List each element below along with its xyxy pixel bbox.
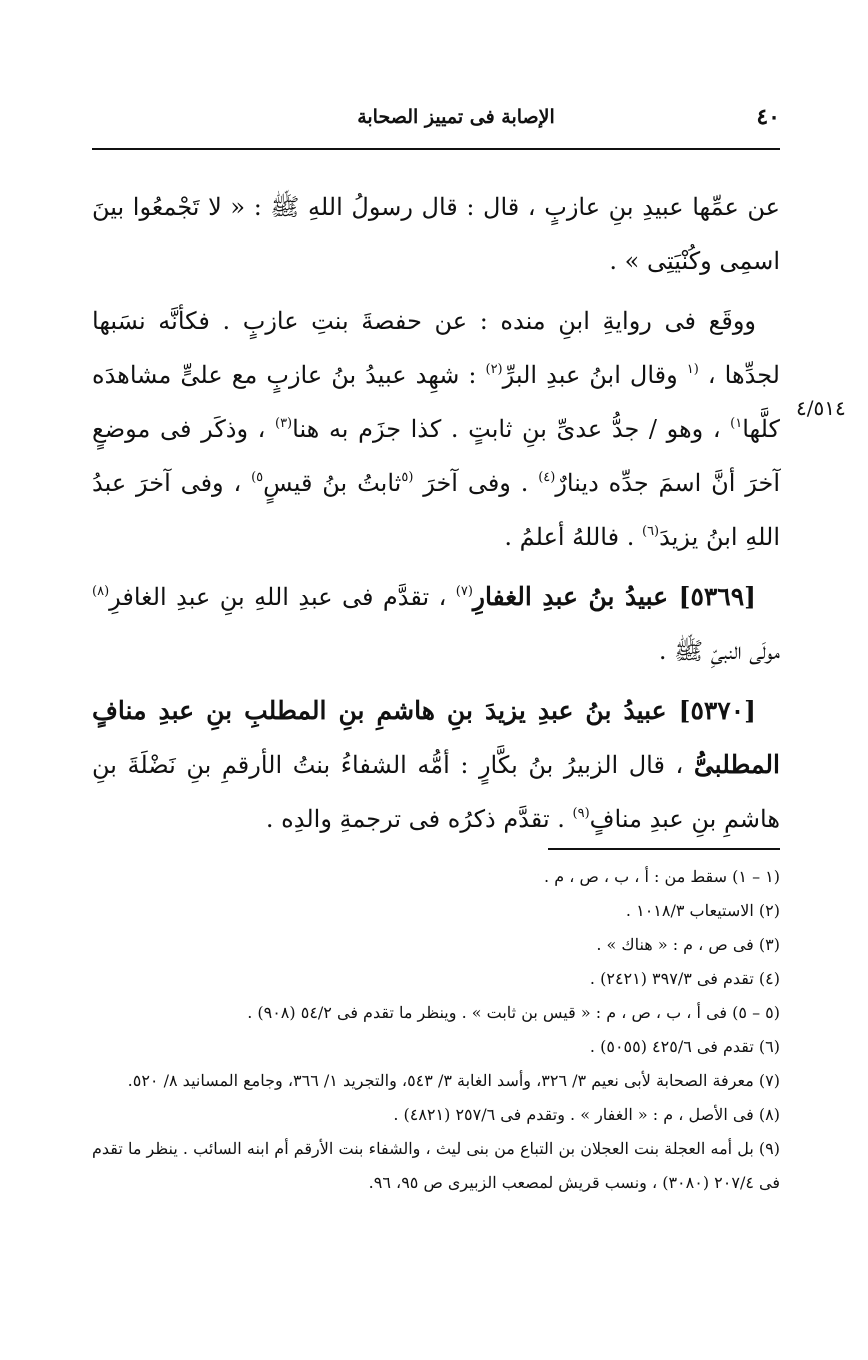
page-number: ٤٠ <box>756 104 780 130</box>
footnote-8: (٨) فى الأصل ، م : « الغفار » . وتقدم فى ٢٥٧/٦ (٤٨٢١) . <box>393 1105 780 1124</box>
footnote-ref: (٦) <box>641 524 660 539</box>
footnote-4: (٤) تقدم فى ٣٩٧/٣ (٢٤٢١) . <box>589 969 780 988</box>
entry-5369 <box>92 570 780 678</box>
entry-5370 <box>92 684 780 846</box>
footnote-3: (٣) فى ص ، م : « هناك » . <box>596 935 780 954</box>
entry-heading: [٥٣٦٩] عبيدُ بنُ عبدِ الغفارِ <box>472 582 756 611</box>
footnote-ref: (١ <box>686 362 699 377</box>
footnote-ref: (٧) <box>455 584 473 599</box>
p2-text-7: ثابتُ بنُ قيسٍ <box>263 469 402 497</box>
book-title: الإصابة فى تمييز الصحابة <box>357 106 555 128</box>
footnote-6: (٦) تقدم فى ٤٢٥/٦ (٥٠٥٥) . <box>589 1037 780 1056</box>
p4-text-1: ، قال الزبيرُ بنُ بكَّارٍ : أمُّه الشفاءُ بنتُ الأرقمِ بنِ نَضْلَةَ بنِ هاشمِ بنِ عبدِ منافٍ <box>92 751 780 833</box>
footnote-rule <box>548 848 780 850</box>
p2-text-9: . فاللهُ أعلمُ . <box>504 523 642 551</box>
footnote-ref: ٥) <box>251 470 264 485</box>
p3-text-2: مولَى النبىِّ ﷺ . <box>658 637 780 665</box>
footnote-2: (٢) الاستيعاب ١٠١٨/٣ . <box>625 901 780 920</box>
footnote-1: (١ – ١) سقط من : أ ، ب ، ص ، م . <box>544 867 780 886</box>
paragraph-1 <box>92 180 780 288</box>
p2-text-8: ، وفى آخرَ عبدُ اللهِ ابنُ يزيدَ <box>92 469 780 551</box>
footnotes <box>92 860 780 1200</box>
p3-text-1: ، تقدَّم فى عبدِ اللهِ بنِ عبدِ الغافرِ <box>109 583 456 611</box>
marginal-page-reference: ٤/٥١٤ <box>796 396 846 420</box>
paragraph-2 <box>92 294 780 564</box>
p4-text-2: . تقدَّم ذكرُه فى ترجمةِ والدِه . <box>265 805 573 833</box>
p2-text-1: ووقَع فى روايةِ ابنِ منده : عن حفصةَ بنتِ عازبٍ . فكأنَّه نسَبها لجدِّها ، <box>92 307 780 389</box>
footnote-ref: ١) <box>730 416 743 431</box>
p2-text-4: ، وهو / جدُّ عدىِّ بنِ ثابتٍ . كذا جزَم به هنا <box>292 415 731 443</box>
footnote-ref: (٢) <box>485 362 503 377</box>
paragraph-1-text: عن عمِّها عبيدِ بنِ عازبٍ ، قال : قال رسولُ اللهِ ﷺ : « لا تَجْمعُوا بينَ اسمِى وكُنْيَتِى » . <box>92 193 780 275</box>
p2-text-2: وقال ابنُ عبدِ البرِّ <box>502 361 687 389</box>
footnote-5: (٥ – ٥) فى أ ، ب ، ص ، م : « قيس بن ثابت » . وينظر ما تقدم فى ٥٤/٢ (٩٠٨) . <box>247 1003 780 1022</box>
footnote-ref: (٩) <box>572 806 590 821</box>
footnote-ref: (٤) <box>538 470 556 485</box>
footnote-ref: (٣) <box>274 416 293 431</box>
footnote-ref: (٥ <box>401 470 414 485</box>
main-text <box>92 180 780 852</box>
p2-text-6: . وفى آخرَ <box>413 469 539 497</box>
header-rule <box>92 148 780 150</box>
running-header <box>92 100 780 144</box>
entry-heading: [٥٣٧٠] عبيدُ بنُ عبدِ يزيدَ بنِ هاشمِ بنِ المطلبِ بنِ عبدِ منافٍ المطلبىُّ <box>92 696 780 779</box>
p2-text-5: ، وذكَر فى موضعٍ آخرَ أنَّ اسمَ جدِّه دينارٌ <box>92 415 780 497</box>
footnote-9: (٩) بل أمه العجلة بنت العجلان بن التباع من بنى ليث ، والشفاء بنت الأرقم أم ابنه السائب . ينظر ما تقدم فى ٢٠٧/٤ (٣٠٨٠) ، ونسب قريش لمصعب الزبيرى ص ٩٥، ٩٦. <box>92 1139 780 1192</box>
footnote-ref: (٨) <box>92 584 110 599</box>
footnote-7: (٧) معرفة الصحابة لأبى نعيم ٣/ ٣٢٦، وأسد الغابة ٣/ ٥٤٣، والتجريد ١/ ٣٦٦، وجامع المسانيد ٨/ ٥٢٠. <box>127 1071 780 1090</box>
p2-text-3: : شهِد عبيدُ بنُ عازبٍ مع علىٍّ مشاهدَه كلَّها <box>92 361 780 443</box>
